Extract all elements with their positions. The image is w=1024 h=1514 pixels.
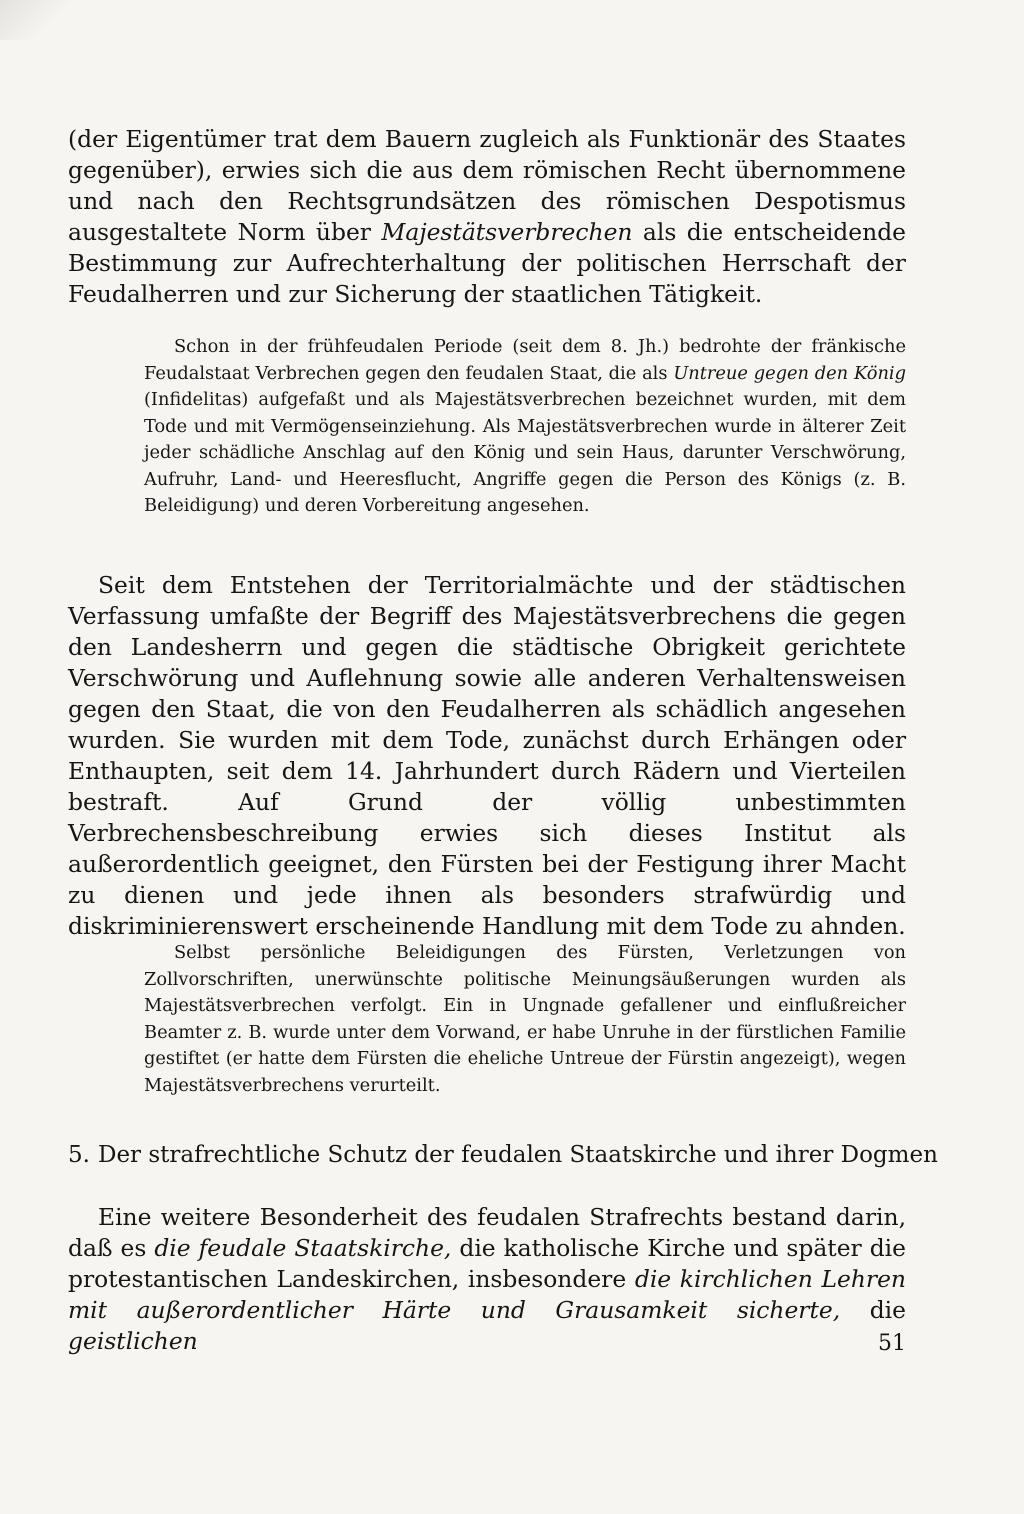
paragraph-3-text-2: die katholische Kirche und später die protestantischen Landeskirchen, insbesondere	[68, 1234, 906, 1293]
note-2-text: Selbst persönliche Beleidigungen des Fürsten, Verletzungen von Zollvorschriften, unerwünschte politische Meinungsäußerungen wurden als Majestätsverbrechen verfolgt. Ein in Ungnade gefallener und einflußreicher Beamter z. B. wurde unter dem Vorwand, er habe Unruhe in der fürstlichen Familie gestiftet (er hatte dem Fürsten die eheliche Untreue der Fürstin angezeigt), wegen Majestätsverbrechens verurteilt.	[144, 942, 906, 1096]
paragraph-3-emphasis-3: geistlichen	[68, 1327, 198, 1355]
scan-corner-shade	[0, 0, 70, 40]
paragraph-1-text-start: (der Eigentümer trat dem Bauern zugleich als Funktionär des Staates gegenüber), erwies sich die aus dem römischen Recht übernommene und nach den Rechtsgrundsätzen des römischen Despotismus ausgestaltete Norm über	[68, 125, 906, 246]
paragraph-3-text-1: Eine weitere Besonderheit des feudalen Strafrechts bestand darin, daß es	[68, 1203, 906, 1262]
paragraph-1-emphasis: Majestätsverbrechen	[381, 218, 633, 246]
section-title: Der strafrechtliche Schutz der feudalen Staatskirche und ihrer Dogmen	[98, 1142, 938, 1168]
paragraph-3-emphasis-1: die feudale Staatskirche,	[154, 1234, 452, 1262]
note-1	[144, 334, 906, 520]
paragraph-3-emphasis-2: die kirchlichen Lehren mit außerordentlicher Härte und Grausamkeit sicherte,	[68, 1265, 906, 1324]
paragraph-3	[68, 1202, 906, 1357]
paragraph-2-text: Seit dem Entstehen der Territorialmächte und der städtischen Verfassung umfaßte der Begriff des Majestätsverbrechens die gegen den Landesherrn und gegen die städtische Obrigkeit gerichtete Verschwörung und Auflehnung sowie alle anderen Verhaltensweisen gegen den Staat, die von den Feudalherren als schädlich angesehen wurden. Sie wurden mit dem Tode, zunächst durch Erhängen oder Enthaupten, seit dem 14. Jahrhundert durch Rädern und Vierteilen bestraft. Auf Grund der völlig unbestimmten Verbrechensbeschreibung erwies sich dieses Institut als außerordentlich geeignet, den Fürsten bei der Festigung ihrer Macht zu dienen und jede ihnen als besonders strafwürdig und diskriminierenswert erscheinende Handlung mit dem Tode zu ahnden.	[68, 571, 906, 940]
section-heading	[68, 1140, 938, 1171]
note-1-text-end: (Infidelitas) aufgefaßt und als Majestätsverbrechen bezeichnet wurden, mit dem Tode und mit Vermögenseinziehung. Als Majestätsverbrechen wurde in älterer Zeit jeder schädliche Anschlag auf den König und sein Haus, darunter Verschwörung, Aufruhr, Land- und Heeresflucht, Angriffe gegen die Person des Königs (z. B. Beleidigung) und deren Vorbereitung angesehen.	[144, 389, 906, 516]
paragraph-1	[68, 124, 906, 310]
note-2	[144, 940, 906, 1099]
page-number: 51	[878, 1331, 906, 1356]
paragraph-1-text-end: als die entscheidende Bestimmung zur Aufrechterhaltung der politischen Herrschaft der Feudalherren und zur Sicherung der staatlichen Tätigkeit.	[68, 218, 907, 308]
note-1-emphasis: Untreue gegen den König	[673, 362, 906, 384]
section-number: 5.	[68, 1142, 90, 1168]
note-1-text-start: Schon in der frühfeudalen Periode (seit dem 8. Jh.) bedrohte der fränkische Feudalstaat Verbrechen gegen den feudalen Staat, die als	[144, 336, 906, 384]
paragraph-3-text-3: die	[840, 1296, 906, 1324]
paragraph-2	[68, 570, 906, 942]
